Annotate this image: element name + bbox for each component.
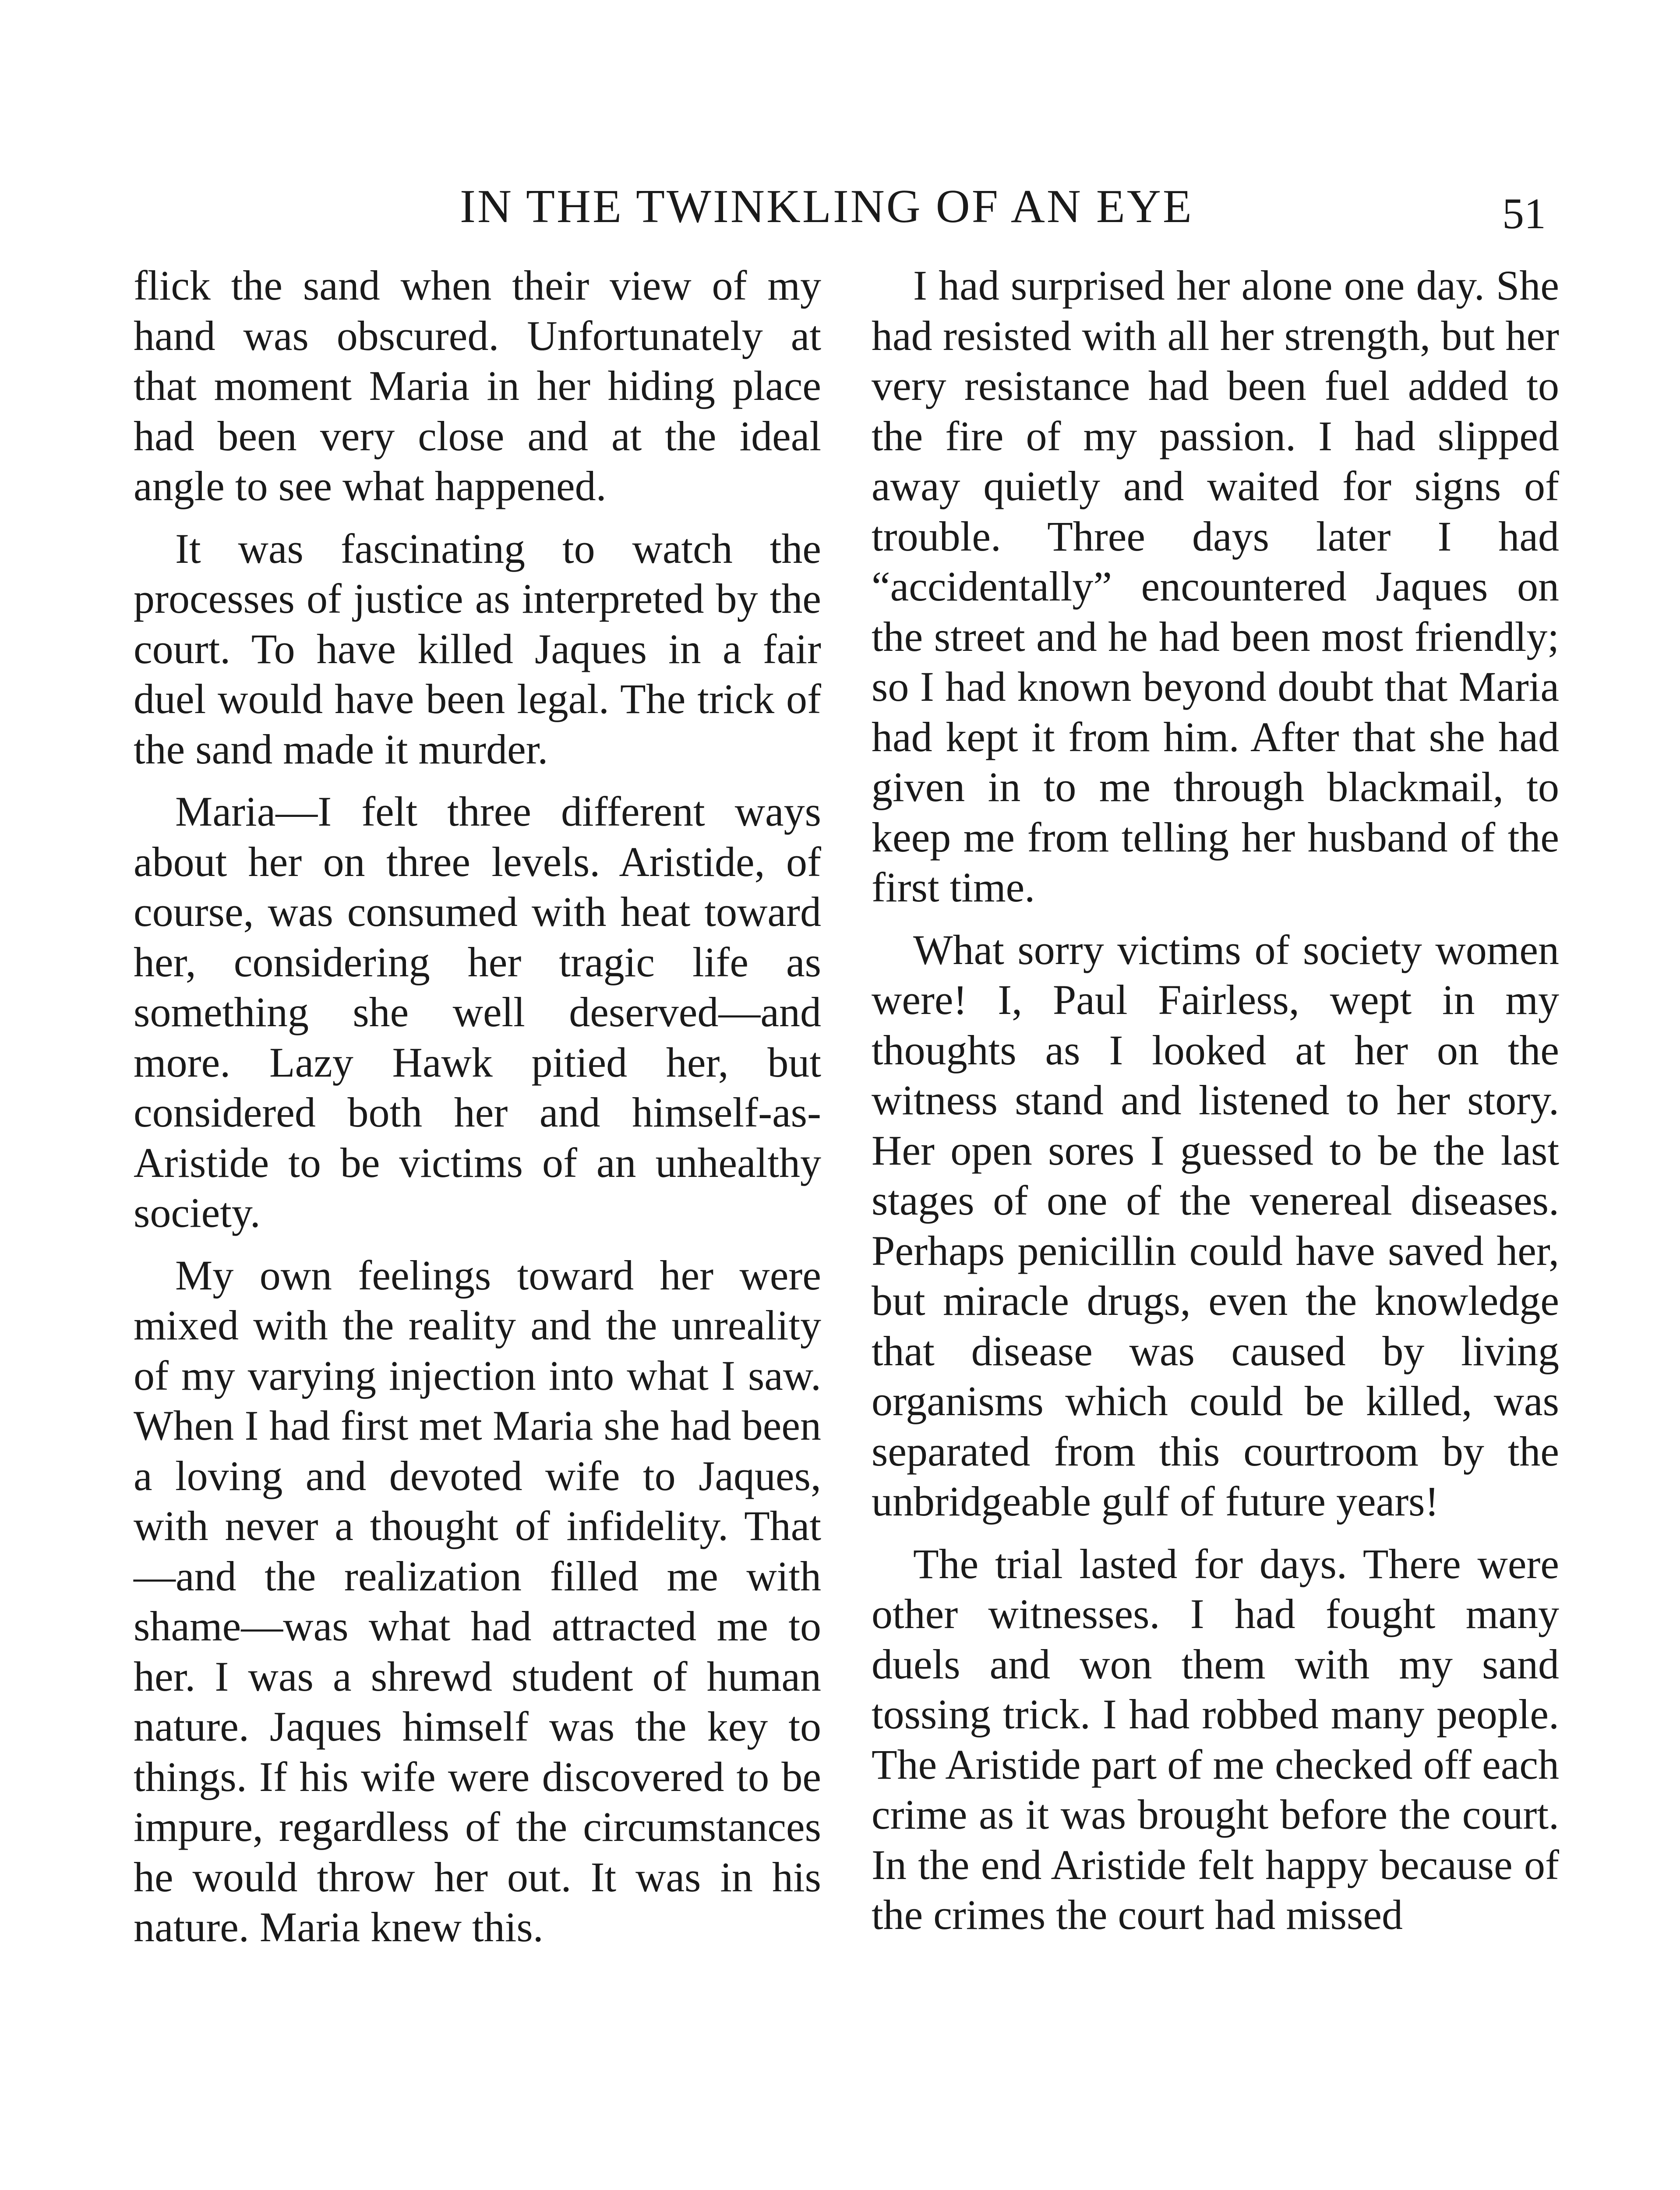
paragraph: Maria—I felt three different ways about her on three levels. Aristide, of course, was consumed with heat toward her, considering her tragic life as something she well deserved—and more. Lazy Hawk pitied her, but considered both her and himself-as-Aristide to be victims of an unhealthy society. bbox=[134, 788, 821, 1236]
right-column bbox=[872, 261, 1559, 1953]
paragraph: What sorry victims of society women were! I, Paul Fairless, wept in my thoughts as I looked at her on the witness stand and listened to her story. Her open sores I guessed to be the last stages of one of the venereal diseases. Perhaps penicillin could have saved her, but miracle drugs, even the knowledge that disease was caused by living organisms which could be killed, was separated from this courtroom by the unbridgeable gulf of future years! bbox=[872, 926, 1559, 1525]
page-number: 51 bbox=[1502, 189, 1546, 238]
paragraph: My own feelings toward her were mixed with the reality and the unreality of my varying injection into what I saw. When I had first met Maria she had been a loving and devoted wife to Jaques, with never a thought of infidelity. That—and the realization filled me with shame—was what had attracted me to her. I was a shrewd student of human nature. Jaques himself was the key to things. If his wife were discovered to be impure, regardless of the circumstances he would throw her out. It was in his nature. Maria knew this. bbox=[134, 1251, 821, 1950]
running-title: IN THE TWINKLING OF AN EYE bbox=[460, 180, 1193, 233]
left-column bbox=[134, 261, 821, 1965]
paragraph: It was fascinating to watch the processes of justice as interpreted by the court. To have killed Jaques in a fair duel would have been legal. The trick of the sand made it murder. bbox=[134, 525, 821, 773]
paragraph: I had surprised her alone one day. She had resisted with all her strength, but her very resistance had been fuel added to the fire of my passion. I had slipped away quietly and waited for signs of trouble. Three days later I had “accidentally” encountered Jaques on the street and he had been most friendly; so I had known beyond doubt that Maria had kept it from him. After that she had given in to me through blackmail, to keep me from telling her husband of the first time. bbox=[872, 262, 1559, 911]
paragraph: The trial lasted for days. There were other witnesses. I had fought many duels and won them with my sand tossing trick. I had robbed many people. The Aristide part of me checked off each crime as it was brought before the court. In the end Aristide felt happy because of the crimes the court had missed bbox=[872, 1540, 1559, 1938]
running-head bbox=[0, 180, 1680, 250]
paragraph: flick the sand when their view of my hand was obscured. Unfortunately at that moment Maria in her hiding place had been very close and at the ideal angle to see what happened. bbox=[134, 262, 821, 509]
